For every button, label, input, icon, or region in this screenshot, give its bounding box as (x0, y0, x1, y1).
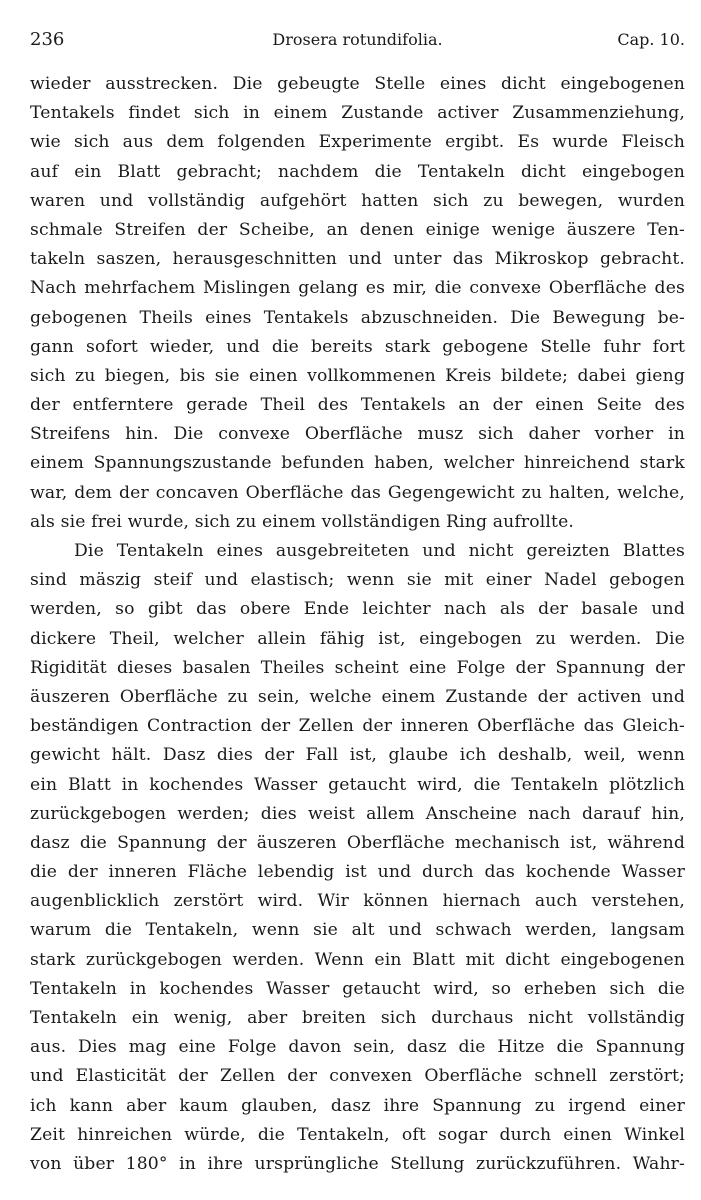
body-text (30, 70, 685, 1179)
text-line: Tentakeln in kochendes Wasser getaucht wird, so erheben sich die (30, 978, 685, 999)
text-line: Zeit hinreichen würde, die Tentakeln, oft sogar durch einen Winkel (30, 1124, 685, 1145)
text-line: sind mäszig steif und elastisch; wenn sie mit einer Nadel gebogen (30, 570, 685, 591)
text-line: wieder ausstrecken. Die gebeugte Stelle eines dicht eingebogenen (30, 74, 685, 94)
text-line: Rigidität dieses basalen Theiles scheint eine Folge der Spannung der (30, 657, 685, 678)
text-line: der entferntere gerade Theil des Tentakels an der einen Seite des (30, 395, 685, 416)
text-line: auf ein Blatt gebracht; nachdem die Tentakeln dicht eingebogen (30, 161, 685, 182)
text-line: gann sofort wieder, und die bereits stark gebogene Stelle fuhr fort (30, 336, 685, 357)
text-line: sich zu biegen, bis sie einen vollkommenen Kreis bildete; dabei gieng (30, 365, 685, 386)
text-line: aus. Dies mag eine Folge davon sein, dasz die Hitze die Spannung (30, 1037, 685, 1058)
text-line: gewicht hält. Dasz dies der Fall ist, glaube ich deshalb, weil, wenn (30, 745, 685, 766)
text-line: als sie frei wurde, sich zu einem vollständigen Ring aufrollte. (30, 511, 575, 532)
text-line: ich kann aber kaum glauben, dasz ihre Spannung zu irgend einer (30, 1095, 685, 1116)
text-line: wie sich aus dem folgenden Experimente ergibt. Es wurde Fleisch (30, 132, 685, 153)
text-line: und Elasticität der Zellen der convexen Oberfläche schnell zerstört; (30, 1066, 685, 1087)
text-line: die der inneren Fläche lebendig ist und durch das kochende Wasser (30, 862, 685, 883)
text-line: warum die Tentakeln, wenn sie alt und schwach werden, langsam (30, 920, 685, 941)
text-line: einem Spannungszustande befunden haben, welcher hinreichend stark (30, 453, 685, 474)
text-line: war, dem der concaven Oberfläche das Gegengewicht zu halten, welche, (30, 482, 685, 503)
text-line: Streifens hin. Die convexe Oberfläche musz sich daher vorher in (30, 424, 685, 445)
running-header (30, 22, 685, 58)
text-line: stark zurückgebogen werden. Wenn ein Blatt mit dicht eingebogenen (30, 949, 685, 970)
book-page (30, 22, 685, 1179)
text-line: gebogenen Theils eines Tentakels abzuschneiden. Die Bewegung be- (30, 307, 685, 328)
text-line: ein Blatt in kochendes Wasser getaucht wird, die Tentakeln plötzlich (30, 774, 685, 795)
text-line: Die Tentakeln eines ausgebreiteten und nicht gereizten Blattes (74, 541, 685, 561)
text-line: takeln saszen, herausgeschnitten und unter das Mikroskop gebracht. (30, 249, 685, 270)
text-line: äuszeren Oberfläche zu sein, welche einem Zustande der activen und (30, 686, 685, 707)
text-line: zurückgebogen werden; dies weist allem Anscheine nach darauf hin, (30, 803, 685, 824)
chapter-label: Cap. 10. (617, 30, 685, 49)
running-title: Drosera rotundifolia. (272, 30, 443, 49)
text-line: waren und vollständig aufgehört hatten sich zu bewegen, wurden (30, 190, 685, 211)
text-line: werden, so gibt das obere Ende leichter nach als der basale und (30, 599, 685, 620)
text-line: dickere Theil, welcher allein fähig ist, eingebogen zu werden. Die (30, 628, 685, 649)
text-line: beständigen Contraction der Zellen der inneren Oberfläche das Gleich- (30, 716, 685, 737)
text-line: Tentakels findet sich in einem Zustande activer Zusammenziehung, (30, 103, 685, 124)
paragraph (30, 70, 685, 537)
paragraph (30, 537, 685, 1179)
text-line: Tentakeln ein wenig, aber breiten sich durchaus nicht vollständig (30, 1008, 685, 1028)
text-line: augenblicklich zerstört wird. Wir können hiernach auch verstehen, (30, 891, 685, 912)
text-line: Nach mehrfachem Mislingen gelang es mir, die convexe Oberfläche des (30, 278, 685, 299)
text-line: dasz die Spannung der äuszeren Oberfläche mechanisch ist, während (30, 832, 685, 853)
page-number: 236 (30, 29, 65, 50)
text-line: schmale Streifen der Scheibe, an denen einige wenige äuszere Ten- (30, 219, 685, 240)
text-line: von über 180° in ihre ursprüngliche Stellung zurückzuführen. Wahr- (30, 1153, 685, 1174)
